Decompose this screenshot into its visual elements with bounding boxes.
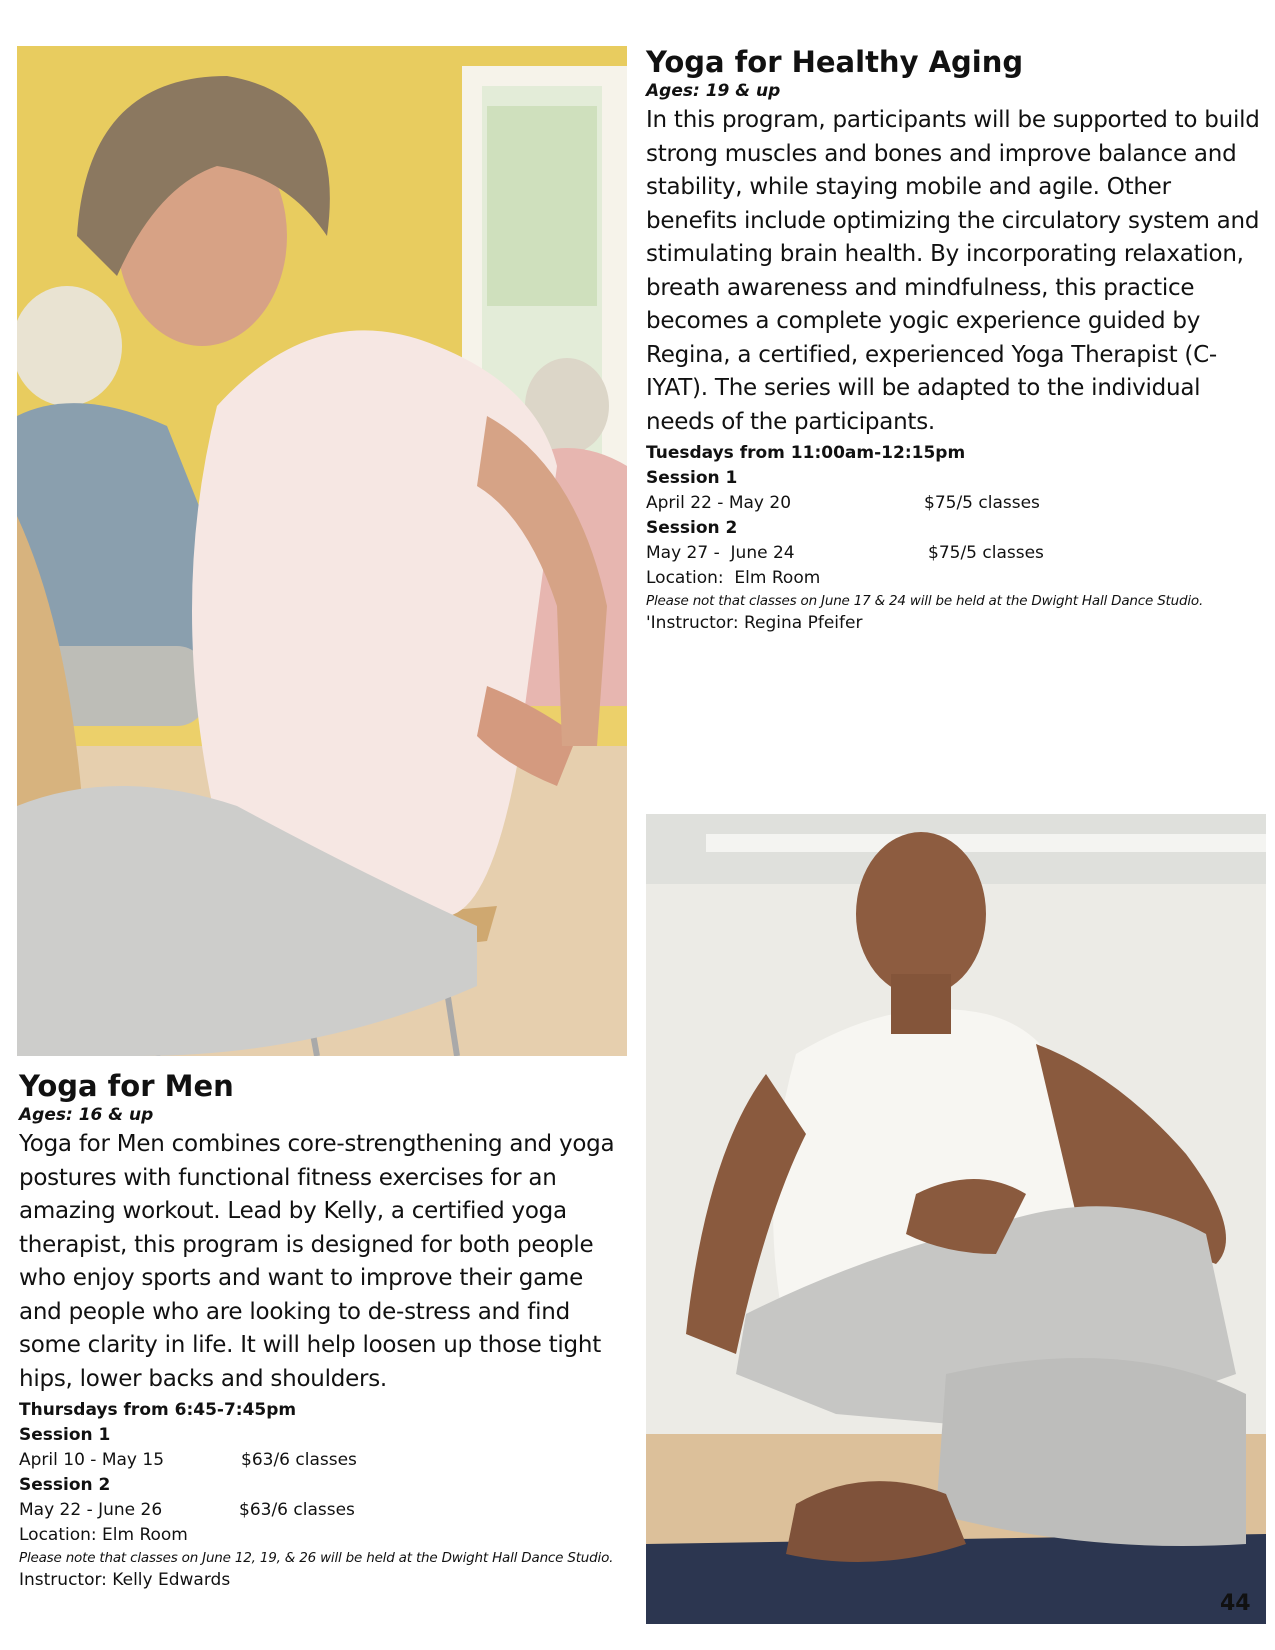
healthy-aging-description: In this program, participants will be supported to build strong muscles and bones and improve balance and stability, while staying mobile and agile. Other benefits include optimizing the circulatory system and stimulating brain health. By incorporating relaxation, breath awareness and mindfulness, this practice becomes a complete yogic experience guided by Regina, a certified, experienced Yoga Therapist (C-IYAT). The series will be adapted to the individual needs of the participants. bbox=[646, 107, 1260, 435]
yoga-for-men-title: Yoga for Men bbox=[19, 1069, 234, 1103]
senior-chair-yoga-illustration bbox=[17, 46, 627, 1056]
healthy-aging-instructor: 'Instructor: Regina Pfeifer bbox=[646, 613, 863, 633]
yoga-for-men-session-1-label: Session 1 bbox=[19, 1425, 111, 1445]
healthy-aging-session-2-row bbox=[646, 541, 1266, 566]
healthy-aging-session-2-price: $75/5 classes bbox=[928, 543, 1044, 563]
yoga-for-men-session-2-row bbox=[19, 1498, 629, 1523]
yoga-for-men-description: Yoga for Men combines core-strengthening and yoga postures with functional fitness exercises for an amazing workout. Lead by Kelly, a certified yoga therapist, this program is designed for both people who enjoy sports and want to improve their game and people who are looking to de-stress and find some clarity in life. It will help loosen up those tight hips, lower backs and shoulders. bbox=[19, 1131, 615, 1392]
healthy-aging-session-1-dates: April 22 - May 20 bbox=[646, 493, 792, 513]
yoga-for-men-session-1-row bbox=[19, 1448, 629, 1473]
healthy-aging-ages: Ages: 19 & up bbox=[646, 81, 781, 101]
healthy-aging-location: Location: Elm Room bbox=[646, 568, 821, 588]
yoga-for-men-instructor: Instructor: Kelly Edwards bbox=[19, 1570, 231, 1590]
page-number: 44 bbox=[1220, 1591, 1251, 1616]
yoga-for-men-note: Please note that classes on June 12, 19, & 26 will be held at the Dwight Hall Dance Studio. bbox=[19, 1550, 614, 1566]
healthy-aging-session-2-dates: May 27 - June 24 bbox=[646, 543, 795, 563]
yoga-for-men-session-2-dates: May 22 - June 26 bbox=[19, 1500, 163, 1520]
healthy-aging-session-1-row bbox=[646, 491, 1266, 516]
yoga-for-men-session-2-price: $63/6 classes bbox=[239, 1500, 355, 1520]
healthy-aging-schedule: Tuesdays from 11:00am-12:15pm bbox=[646, 443, 966, 463]
healthy-aging-title: Yoga for Healthy Aging bbox=[646, 45, 1024, 79]
yoga-for-men-session-2-label: Session 2 bbox=[19, 1475, 111, 1495]
healthy-aging-note: Please not that classes on June 17 & 24 will be held at the Dwight Hall Dance Studio. bbox=[646, 593, 1204, 609]
healthy-aging-session-1-price: $75/5 classes bbox=[924, 493, 1040, 513]
yoga-for-men-session-1-price: $63/6 classes bbox=[241, 1450, 357, 1470]
yoga-for-men-ages: Ages: 16 & up bbox=[19, 1105, 154, 1125]
healthy-aging-section bbox=[646, 44, 1266, 636]
yoga-for-men-section bbox=[19, 1068, 629, 1593]
healthy-aging-session-2-label: Session 2 bbox=[646, 518, 738, 538]
man-seated-twist-illustration bbox=[646, 814, 1266, 1624]
senior-chair-yoga-photo bbox=[17, 46, 627, 1056]
man-seated-twist-photo bbox=[646, 814, 1266, 1624]
yoga-for-men-schedule: Thursdays from 6:45-7:45pm bbox=[19, 1400, 297, 1420]
yoga-for-men-location: Location: Elm Room bbox=[19, 1525, 188, 1545]
yoga-for-men-session-1-dates: April 10 - May 15 bbox=[19, 1450, 165, 1470]
healthy-aging-session-1-label: Session 1 bbox=[646, 468, 738, 488]
